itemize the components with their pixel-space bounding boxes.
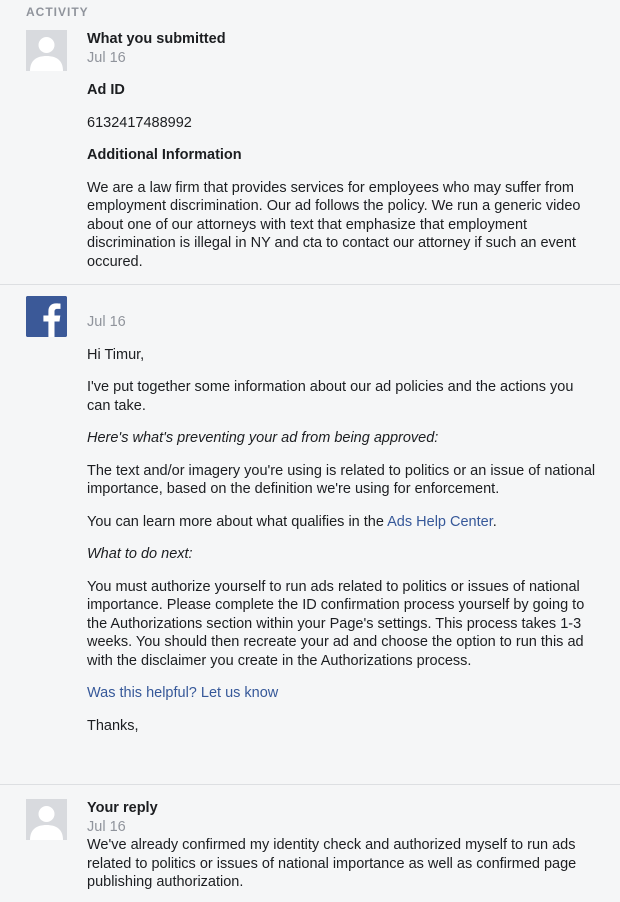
preventing-text: The text and/or imagery you're using is related to politics or an issue of national importance, based on the definition we're using for enforcement. bbox=[87, 462, 596, 497]
submission-title: What you submitted bbox=[87, 31, 226, 47]
section-label: ACTIVITY bbox=[26, 5, 89, 19]
ad-id-label: Ad ID bbox=[87, 82, 125, 98]
divider bbox=[0, 784, 620, 785]
intro-text: I've put together some information about our ad policies and the actions you can take. bbox=[87, 379, 574, 414]
reply-entry bbox=[87, 799, 597, 892]
user-silhouette-icon bbox=[26, 30, 67, 71]
additional-info-text: We are a law firm that provides services for employees who may suffer from employment discrimination. Our ad follows the policy. We run a generic video about one of our attorneys with text that emphasize that employment discrimination is illegal in NY and cta to contact our attorney if such an event occured. bbox=[87, 179, 581, 270]
user-silhouette-icon bbox=[26, 799, 67, 840]
user-avatar bbox=[26, 30, 67, 71]
facebook-f-icon bbox=[26, 296, 67, 337]
next-steps-text: You must authorize yourself to run ads related to politics or issues of national importance. Please complete the ID confirmation process yourself by going to the Authorizations section within your Page's settings. This process takes 1-3 weeks. You should then recreate your ad and choose the option to run this ad with the disclaimer you create in the Authorizations process. bbox=[87, 578, 585, 669]
submission-entry bbox=[87, 30, 597, 271]
learn-more-suffix: . bbox=[492, 513, 497, 530]
facebook-message bbox=[87, 313, 597, 735]
facebook-message-date: Jul 16 bbox=[87, 314, 126, 330]
learn-more-text bbox=[87, 513, 597, 532]
ad-id-value: 6132417488992 bbox=[87, 114, 192, 131]
facebook-logo bbox=[26, 296, 67, 337]
next-steps-heading: What to do next: bbox=[87, 546, 193, 562]
preventing-heading: Here's what's preventing your ad from being approved: bbox=[87, 430, 439, 446]
reply-title: Your reply bbox=[87, 800, 158, 816]
submission-date: Jul 16 bbox=[87, 49, 126, 66]
additional-info-label: Additional Information bbox=[87, 147, 242, 163]
reply-date: Jul 16 bbox=[87, 818, 126, 835]
learn-more-prefix: You can learn more about what qualifies in the bbox=[87, 513, 388, 530]
ads-help-center-link[interactable]: Ads Help Center bbox=[387, 513, 493, 530]
user-avatar bbox=[26, 799, 67, 840]
helpful-feedback-link[interactable]: Was this helpful? Let us know bbox=[87, 685, 279, 701]
divider bbox=[0, 284, 620, 285]
reply-text: We've already confirmed my identity check and authorized myself to run ads related to politics or issues of national importance as well as confirmed page publishing authorization. bbox=[87, 837, 577, 890]
greeting: Hi Timur, bbox=[87, 346, 145, 363]
signoff: Thanks, bbox=[87, 717, 139, 734]
